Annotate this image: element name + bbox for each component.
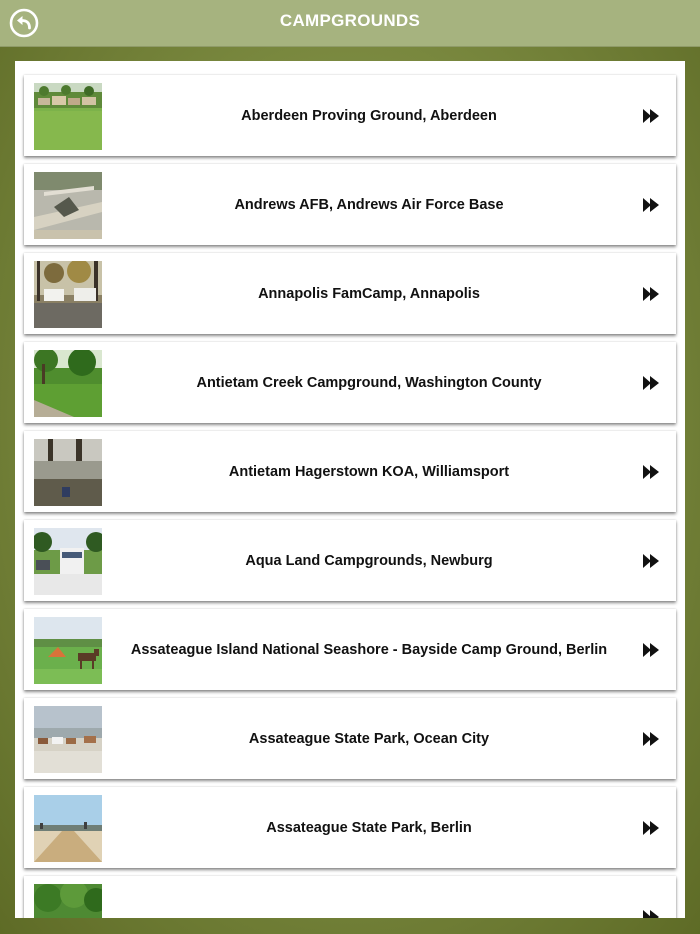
list-item[interactable] — [24, 698, 676, 779]
list-item[interactable] — [24, 253, 676, 334]
list-item[interactable] — [24, 787, 676, 868]
fast-forward-icon[interactable] — [642, 108, 660, 124]
campground-thumbnail — [34, 617, 102, 684]
campground-name: Aberdeen Proving Ground, Aberdeen — [241, 107, 497, 124]
fast-forward-icon[interactable] — [642, 731, 660, 747]
fast-forward-icon[interactable] — [642, 553, 660, 569]
campground-thumbnail — [34, 172, 102, 239]
campground-thumbnail — [34, 83, 102, 150]
campground-thumbnail — [34, 795, 102, 862]
navigation-bar — [0, 0, 700, 47]
fast-forward-icon[interactable] — [642, 909, 660, 918]
campground-thumbnail — [34, 439, 102, 506]
list-item[interactable] — [24, 520, 676, 601]
campground-thumbnail — [34, 261, 102, 328]
fast-forward-icon[interactable] — [642, 464, 660, 480]
list-item[interactable] — [24, 876, 676, 918]
campground-thumbnail — [34, 706, 102, 773]
page-title: CAMPGROUNDS — [279, 11, 421, 30]
fast-forward-icon[interactable] — [642, 375, 660, 391]
list-item[interactable] — [24, 342, 676, 423]
campground-name: Assateague Island National Seashore - Bayside Camp Ground, Berlin — [130, 641, 608, 658]
list-item[interactable] — [24, 609, 676, 690]
list-item[interactable] — [24, 75, 676, 156]
campground-name — [112, 876, 626, 918]
campground-name: Andrews AFB, Andrews Air Force Base — [234, 196, 504, 213]
campground-name: Antietam Hagerstown KOA, Williamsport — [228, 463, 510, 480]
campground-thumbnail — [34, 884, 102, 918]
campground-name: Aqua Land Campgrounds, Newburg — [245, 552, 493, 569]
fast-forward-icon[interactable] — [642, 286, 660, 302]
list-item[interactable] — [24, 431, 676, 512]
list-item[interactable] — [24, 164, 676, 245]
fast-forward-icon[interactable] — [642, 642, 660, 658]
fast-forward-icon[interactable] — [642, 820, 660, 836]
campground-thumbnail — [34, 528, 102, 595]
campground-name: Assateague State Park, Ocean City — [248, 730, 490, 747]
fast-forward-icon[interactable] — [642, 197, 660, 213]
campground-name: Annapolis FamCamp, Annapolis — [258, 285, 480, 302]
campground-list-panel[interactable] — [15, 61, 685, 918]
campground-name: Antietam Creek Campground, Washington County — [196, 374, 542, 391]
campground-thumbnail — [34, 350, 102, 417]
campground-name: Assateague State Park, Berlin — [266, 819, 472, 836]
